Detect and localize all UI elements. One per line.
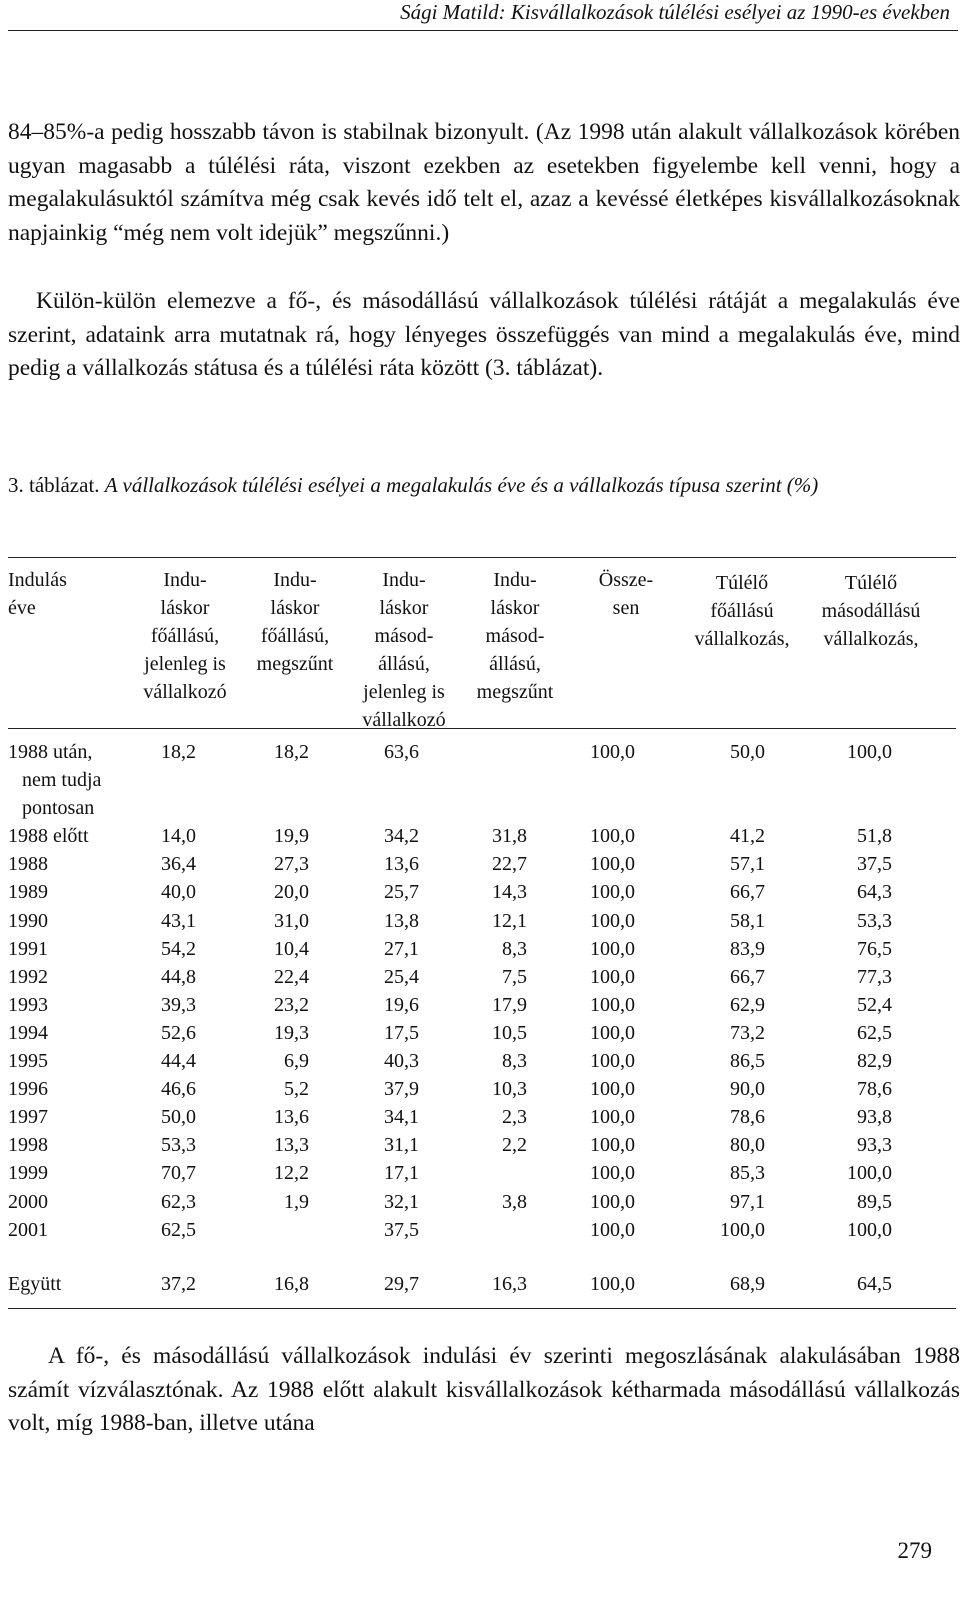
cell-col-5: 100,0	[590, 1021, 635, 1044]
column-header-7-line: Túlélő	[844, 572, 898, 594]
column-header-5	[580, 566, 672, 622]
column-header-1-line: láskor	[160, 597, 210, 619]
cell-col-3: 17,1	[384, 1162, 419, 1185]
total-cell-col-4: 16,3	[492, 1273, 527, 1295]
row-label: 1990	[8, 909, 48, 932]
table-row	[8, 850, 892, 878]
cell-col-4: 31,8	[492, 825, 527, 848]
total-cell-col-7: 64,5	[857, 1273, 892, 1295]
row-label: 2000	[8, 1190, 48, 1213]
table-row	[8, 1131, 892, 1159]
cell-col-1: 52,6	[161, 1021, 196, 1044]
column-header-0-line: éve	[8, 597, 36, 619]
cell-col-4: 7,5	[502, 965, 527, 988]
column-header-2-line: megszűnt	[256, 653, 334, 675]
cell-col-7: 100,0	[847, 741, 892, 763]
column-header-1-line: vállalkozó	[143, 681, 227, 703]
cell-col-4: 8,3	[502, 937, 527, 960]
cell-col-3: 19,6	[384, 993, 419, 1016]
cell-col-6: 58,1	[730, 909, 765, 932]
cell-col-4	[419, 1216, 527, 1244]
table-row	[8, 1188, 892, 1216]
cell-col-4: 17,9	[492, 993, 527, 1016]
column-header-5-line: sen	[612, 597, 640, 619]
column-header-1-line: főállású,	[150, 625, 220, 647]
cell-col-1: 44,4	[161, 1050, 196, 1073]
cell-col-5: 100,0	[590, 1134, 635, 1157]
total-cell-col-3: 29,7	[384, 1273, 419, 1295]
cell-col-7: 53,3	[857, 909, 892, 932]
column-header-3-line: láskor	[379, 597, 429, 619]
cell-col-6: 66,7	[730, 965, 765, 988]
row-label: 1991	[8, 937, 48, 960]
column-header-2-line: főállású,	[260, 625, 330, 647]
column-header-7	[806, 569, 936, 653]
column-header-0	[8, 566, 98, 622]
table-caption-label: 3. táblázat.	[8, 473, 100, 497]
row-label: 1998	[8, 1134, 48, 1157]
cell-col-1: 62,3	[161, 1190, 196, 1213]
table-row	[8, 1019, 892, 1047]
cell-col-5: 100,0	[590, 1162, 635, 1185]
cell-col-3: 31,1	[384, 1134, 419, 1157]
row-label: 1988	[8, 853, 48, 876]
cell-col-5: 100,0	[590, 1190, 635, 1213]
cell-col-6: 86,5	[730, 1050, 765, 1073]
cell-col-3: 37,9	[384, 1078, 419, 1101]
cell-col-6: 73,2	[730, 1021, 765, 1044]
table-total-row	[8, 1270, 892, 1298]
data-table	[8, 738, 892, 1244]
cell-col-7: 52,4	[857, 993, 892, 1016]
cell-col-3: 17,5	[384, 1021, 419, 1044]
paragraph-2: Külön-külön elemezve a fő-, és másodállású vállalkozások túlélési rátáját a megalakulás éve szerint, adataink arra mutatnak rá, hogy lényeges összefüggés van mind a megalakulás éve, mind pedig a vállalkozás státusa és a túlélési ráta között (3. táblázat).	[8, 288, 960, 382]
table-row	[8, 963, 892, 991]
cell-col-1: 44,8	[161, 965, 196, 988]
cell-col-2: 20,0	[274, 881, 309, 904]
total-cell-col-5: 100,0	[590, 1273, 635, 1295]
cell-col-7: 93,8	[857, 1106, 892, 1129]
column-header-0-line: Indulás	[8, 569, 67, 591]
cell-col-2: 6,9	[284, 1050, 309, 1073]
cell-col-7: 64,3	[857, 881, 892, 904]
table-row	[8, 822, 892, 850]
cell-col-3: 13,8	[384, 909, 419, 932]
cell-col-2: 22,4	[274, 965, 309, 988]
cell-col-1: 18,2	[161, 741, 196, 763]
cell-col-2: 1,9	[284, 1190, 309, 1213]
cell-col-7: 100,0	[847, 1218, 892, 1241]
row-label: 1995	[8, 1050, 48, 1073]
cell-col-7: 76,5	[857, 937, 892, 960]
total-label: Együtt	[8, 1273, 62, 1295]
column-header-3-line: Indu-	[382, 569, 426, 591]
cell-col-6: 80,0	[730, 1134, 765, 1157]
total-cell-col-6: 68,9	[730, 1273, 765, 1295]
cell-col-5: 100,0	[590, 825, 635, 848]
page-number: 279	[897, 1538, 932, 1563]
cell-col-5: 100,0	[590, 1106, 635, 1129]
cell-col-3: 40,3	[384, 1050, 419, 1073]
header-rule	[8, 30, 958, 31]
cell-col-6: 100,0	[720, 1218, 765, 1241]
paragraph-1: 84–85%-a pedig hosszabb távon is stabilnak bizonyult. (Az 1998 után alakult vállalkozások körében ugyan magasabb a túlélési ráta, viszont ezekben az esetekben figyelembe kell venni, hogy a megalakulásuktól számítva még csak kevés idő telt el, azaz a kevéssé életképes kisvállalkozásoknak napjainkig “még nem volt idejük” megszűnni.)	[8, 119, 960, 246]
cell-col-6: 66,7	[730, 881, 765, 904]
cell-col-4	[419, 738, 527, 822]
cell-col-2: 19,3	[274, 1021, 309, 1044]
cell-col-2: 5,2	[284, 1078, 309, 1101]
cell-col-1: 40,0	[161, 881, 196, 904]
table-row	[8, 1216, 892, 1244]
table-row	[8, 1047, 892, 1075]
cell-col-4: 8,3	[502, 1050, 527, 1073]
cell-col-2: 12,2	[274, 1162, 309, 1185]
cell-col-2: 23,2	[274, 993, 309, 1016]
column-header-3-line: vállalkozó	[362, 709, 446, 731]
cell-col-4: 22,7	[492, 853, 527, 876]
cell-col-4: 2,3	[502, 1106, 527, 1129]
cell-col-7: 89,5	[857, 1190, 892, 1213]
cell-col-3: 63,6	[384, 741, 419, 763]
row-label: 1996	[8, 1078, 48, 1101]
paragraph-3: A fő-, és másodállású vállalkozások indulási év szerinti megoszlásának alakulásában 1988 számít vízválasztónak. Az 1988 előtt alakult kisvállalkozások kétharmada másodállású vállalkozás volt, míg 1988-ban, illetve utána	[8, 1343, 960, 1437]
cell-col-1: 70,7	[161, 1162, 196, 1185]
column-header-4-line: állású,	[489, 653, 541, 675]
table-row	[8, 1103, 892, 1131]
cell-col-2: 18,2	[274, 741, 309, 763]
cell-col-4: 10,3	[492, 1078, 527, 1101]
cell-col-6: 97,1	[730, 1190, 765, 1213]
column-header-2	[240, 566, 350, 678]
cell-col-4: 14,3	[492, 881, 527, 904]
cell-col-7: 62,5	[857, 1021, 892, 1044]
column-header-3	[348, 566, 460, 734]
column-header-2-line: láskor	[270, 597, 320, 619]
row-label: 2001	[8, 1218, 48, 1241]
cell-col-3: 34,1	[384, 1106, 419, 1129]
cell-col-2: 19,9	[274, 825, 309, 848]
column-header-4-line: megszűnt	[476, 681, 554, 703]
cell-col-6: 57,1	[730, 853, 765, 876]
row-label: 1993	[8, 993, 48, 1016]
column-header-7-line: másodállású	[821, 600, 921, 622]
cell-col-5: 100,0	[590, 993, 635, 1016]
cell-col-6: 78,6	[730, 1106, 765, 1129]
column-header-6-line: Túlélő	[715, 572, 769, 594]
column-header-5-line: Össze-	[598, 569, 654, 591]
cell-col-7: 82,9	[857, 1050, 892, 1073]
row-label: 1992	[8, 965, 48, 988]
row-label: 1999	[8, 1162, 48, 1185]
cell-col-5: 100,0	[590, 937, 635, 960]
column-header-2-line: Indu-	[273, 569, 317, 591]
column-header-1-line: jelenleg is	[144, 653, 226, 675]
total-cell-col-1: 37,2	[161, 1273, 196, 1295]
row-label: 1989	[8, 881, 48, 904]
table-row	[8, 935, 892, 963]
cell-col-5: 100,0	[590, 853, 635, 876]
cell-col-7: 93,3	[857, 1134, 892, 1157]
cell-col-1: 39,3	[161, 993, 196, 1016]
table-row-unknown	[8, 738, 892, 822]
cell-col-2: 13,3	[274, 1134, 309, 1157]
cell-col-7: 100,0	[847, 1162, 892, 1185]
cell-col-5: 100,0	[590, 909, 635, 932]
cell-col-2: 13,6	[274, 1106, 309, 1129]
column-header-3-line: másod-	[374, 625, 434, 647]
total-cell-col-2: 16,8	[274, 1273, 309, 1295]
cell-col-6: 50,0	[730, 741, 765, 763]
row-label: 1994	[8, 1021, 48, 1044]
column-header-6	[676, 569, 808, 653]
cell-col-5: 100,0	[590, 1050, 635, 1073]
cell-col-1: 62,5	[161, 1218, 196, 1241]
row-label: 1988 előtt	[8, 825, 89, 848]
cell-col-1: 46,6	[161, 1078, 196, 1101]
cell-col-5: 100,0	[590, 1218, 635, 1241]
table-top-rule	[8, 557, 956, 558]
cell-col-7: 51,8	[857, 825, 892, 848]
table-header-rule	[8, 728, 956, 729]
cell-col-1: 53,3	[161, 1134, 196, 1157]
table-row	[8, 1075, 892, 1103]
column-header-4	[460, 566, 570, 706]
cell-col-2: 27,3	[274, 853, 309, 876]
running-head: Sági Matild: Kisvállalkozások túlélési esélyei az 1990-es években	[400, 0, 950, 24]
table-caption	[8, 469, 958, 501]
cell-col-4: 3,8	[502, 1190, 527, 1213]
cell-col-4	[419, 1159, 527, 1187]
cell-col-7: 37,5	[857, 853, 892, 876]
cell-col-3: 25,4	[384, 965, 419, 988]
cell-col-4: 10,5	[492, 1021, 527, 1044]
cell-col-2: 31,0	[274, 909, 309, 932]
table-row	[8, 991, 892, 1019]
cell-col-2: 10,4	[274, 937, 309, 960]
table-caption-title: A vállalkozások túlélési esélyei a megalakulás éve és a vállalkozás típusa szerint (%)	[104, 473, 819, 497]
cell-col-3: 32,1	[384, 1190, 419, 1213]
cell-col-3: 34,2	[384, 825, 419, 848]
table-bottom-rule	[8, 1308, 956, 1309]
cell-col-4: 12,1	[492, 909, 527, 932]
cell-col-1: 50,0	[161, 1106, 196, 1129]
row-label: 1997	[8, 1106, 48, 1129]
cell-col-7: 78,6	[857, 1078, 892, 1101]
cell-col-6: 90,0	[730, 1078, 765, 1101]
cell-col-5: 100,0	[590, 1078, 635, 1101]
table-row	[8, 878, 892, 906]
cell-col-6: 62,9	[730, 993, 765, 1016]
cell-col-3: 27,1	[384, 937, 419, 960]
cell-col-6: 41,2	[730, 825, 765, 848]
cell-col-1: 14,0	[161, 825, 196, 848]
column-header-4-line: másod-	[485, 625, 545, 647]
column-header-6-line: főállású	[710, 600, 774, 622]
cell-col-3: 37,5	[384, 1218, 419, 1241]
cell-col-2	[196, 1216, 309, 1244]
column-header-6-line: vállalkozás,	[694, 628, 790, 650]
column-header-4-line: Indu-	[493, 569, 537, 591]
cell-col-6: 85,3	[730, 1162, 765, 1185]
total-row	[8, 1270, 892, 1298]
table-row	[8, 907, 892, 935]
cell-col-4: 2,2	[502, 1134, 527, 1157]
column-header-1	[130, 566, 240, 706]
table-row	[8, 1159, 892, 1187]
row-label: 1988 után, nem tudja pontosan	[8, 741, 102, 820]
cell-col-1: 43,1	[161, 909, 196, 932]
cell-col-5: 100,0	[590, 741, 635, 763]
cell-col-5: 100,0	[590, 965, 635, 988]
cell-col-7: 77,3	[857, 965, 892, 988]
column-header-3-line: jelenleg is	[363, 681, 445, 703]
column-header-4-line: láskor	[490, 597, 540, 619]
cell-col-5: 100,0	[590, 881, 635, 904]
column-header-7-line: vállalkozás,	[823, 628, 919, 650]
cell-col-6: 83,9	[730, 937, 765, 960]
column-header-1-line: Indu-	[163, 569, 207, 591]
cell-col-3: 25,7	[384, 881, 419, 904]
cell-col-1: 36,4	[161, 853, 196, 876]
cell-col-3: 13,6	[384, 853, 419, 876]
column-header-3-line: állású,	[378, 653, 430, 675]
cell-col-1: 54,2	[161, 937, 196, 960]
